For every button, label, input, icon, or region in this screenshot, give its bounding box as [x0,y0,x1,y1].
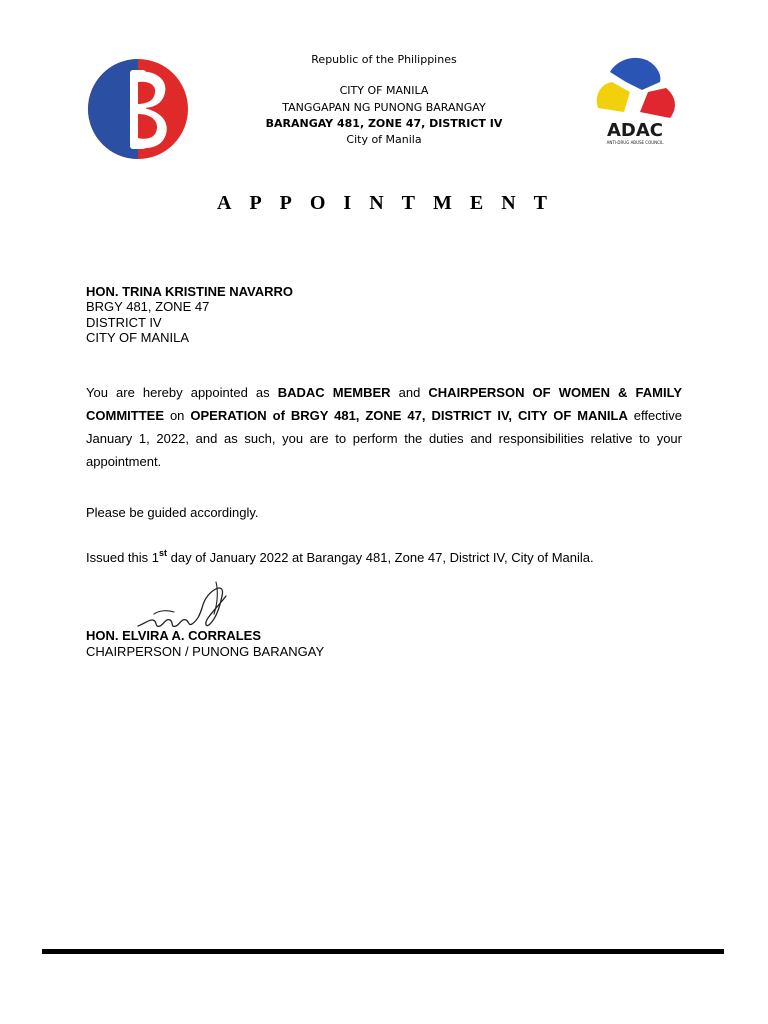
operation-text: OPERATION of BRGY 481, ZONE 47, DISTRICT IV, CITY OF MANILA [190,408,628,423]
addressee-line-2: DISTRICT IV [86,314,162,330]
body-text-1: You are hereby appointed as [86,385,278,400]
handwritten-signature [134,574,254,634]
addressee-name: HON. TRINA KRISTINE NAVARRO [86,284,294,299]
body-text-2: and [390,385,429,400]
addressee-line-1: BRGY 481, ZONE 47 [86,299,210,315]
page-title: APPOINTMENT [217,192,565,214]
barangay-line: BARANGAY 481, ZONE 47, DISTRICT IV [265,116,503,130]
issued-text-2: day of January 2022 at Barangay 481, Zone 47, District IV, City of Manila. [167,550,594,565]
barangay-logo-icon [86,58,190,160]
adac-logo-subtext: ANTI-DRUG ABUSE COUNCIL [606,140,664,145]
issued-ordinal: st [159,548,168,558]
letterhead [230,52,538,148]
republic-line: Republic of the Philippines [311,53,457,66]
footer-divider [42,949,724,954]
addressee-line-3: CITY OF MANILA [86,329,190,345]
position-text: BADAC MEMBER [277,385,391,400]
signatory-name: HON. ELVIRA A. CORRALES [86,628,262,643]
body-text-4: effective January 1, 2022, and as such, you are to perform the duties and responsibilities relative to your appointment. [86,408,682,469]
office-line: TANGGAPAN NG PUNONG BARANGAY [282,100,486,114]
body-text-3: on [164,408,191,423]
signatory-title: CHAIRPERSON / PUNONG BARANGAY [86,644,325,659]
addressee-block [86,284,293,345]
adac-logo-text: ADAC [606,120,664,141]
issued-line [86,550,594,565]
adac-logo-icon [590,52,680,148]
committee-text: CHAIRPERSON OF WOMEN & FAMILY COMMITTEE [86,385,682,423]
guided-line: Please be guided accordingly. [86,505,259,520]
signatory-block [86,628,324,660]
city-line: City of Manila [346,133,422,147]
issued-text-1: Issued this 1 [86,550,159,565]
city-upper-line: CITY OF MANILA [339,84,429,98]
appointment-paragraph [86,381,682,473]
